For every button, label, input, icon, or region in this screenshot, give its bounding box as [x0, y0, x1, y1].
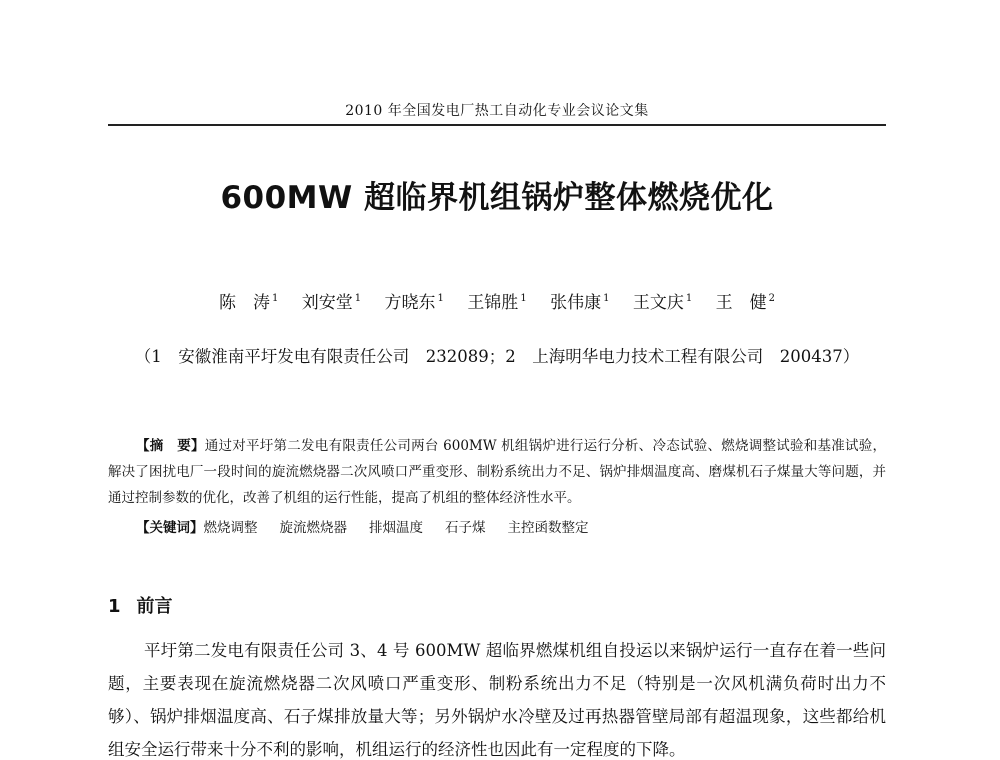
author: 刘安堂 $^1$ — [301, 293, 362, 313]
author-affiliation-mark: 2 — [768, 293, 776, 305]
author-affiliation-mark: 1 — [437, 293, 444, 305]
keywords-label: 【关键词】 — [136, 520, 204, 536]
author-affiliation-mark: 1 — [520, 293, 527, 305]
author: 王 健 $^2$ — [715, 293, 776, 313]
keyword: 燃烧调整 — [203, 520, 258, 536]
paper-title: 600MW 超临界机组锅炉整体燃烧优化 — [220, 180, 774, 216]
keyword: 主控函数整定 — [507, 520, 589, 536]
running-header: 2010 年全国发电厂热工自动化专业会议论文集 — [345, 103, 649, 119]
author-affiliation-mark: 1 — [603, 293, 610, 305]
affiliation: （1 安徽淮南平圩发电有限责任公司 232089；2 上海明华电力技术工程有限公司 200437） — [134, 347, 860, 366]
author-affiliation-mark: 1 — [271, 293, 279, 305]
abstract — [108, 433, 886, 511]
author: 王锦胜 $^1$ — [467, 293, 527, 313]
keyword: 旋流燃烧器 — [279, 520, 347, 536]
author: 陈 涛 $^1$ — [218, 293, 279, 313]
author: 方晓东 $^1$ — [384, 293, 444, 313]
keyword: 排烟温度 — [369, 520, 423, 536]
author: 张伟康 $^1$ — [550, 293, 610, 313]
section-title: 前言 — [136, 596, 173, 617]
header-rule — [108, 124, 886, 126]
author-affiliation-mark: 1 — [354, 293, 362, 305]
author: 王文庆 $^1$ — [632, 293, 693, 313]
author-affiliation-mark: 1 — [685, 293, 693, 305]
author-list — [108, 288, 886, 313]
section-number: 1 — [108, 596, 121, 617]
section-heading — [108, 592, 886, 618]
body-paragraph: 平圩第二发电有限责任公司 3、4 号 600MW 超临界燃煤机组自投运以来锅炉运行一直存在着一些问题，主要表现在旋流燃烧器二次风喷口严重变形、制粉系统出力不足（特别是一次风机满负荷时出力不够）、锅炉排烟温度高、石子煤排放量大等；另外锅炉水冷壁及过再热器管壁局部有超温现象，这些都给机组安全运行带来十分不利的影响，机组运行的经济性也因此有一定程度的下降。 — [108, 641, 886, 759]
abstract-label: 【摘 要】 — [136, 438, 205, 454]
keyword: 石子煤 — [445, 520, 486, 536]
keywords — [108, 515, 886, 541]
abstract-text: 通过对平圩第二发电有限责任公司两台 600MW 机组锅炉进行运行分析、冷态试验、燃烧调整试验和基准试验，解决了困扰电厂一段时间的旋流燃烧器二次风喷口严重变形、制粉系统出力不足、锅炉排烟温度高、磨煤机石子煤量大等问题，并通过控制参数的优化，改善了机组的运行性能，提高了机组的整体经济性水平。 — [108, 438, 886, 506]
